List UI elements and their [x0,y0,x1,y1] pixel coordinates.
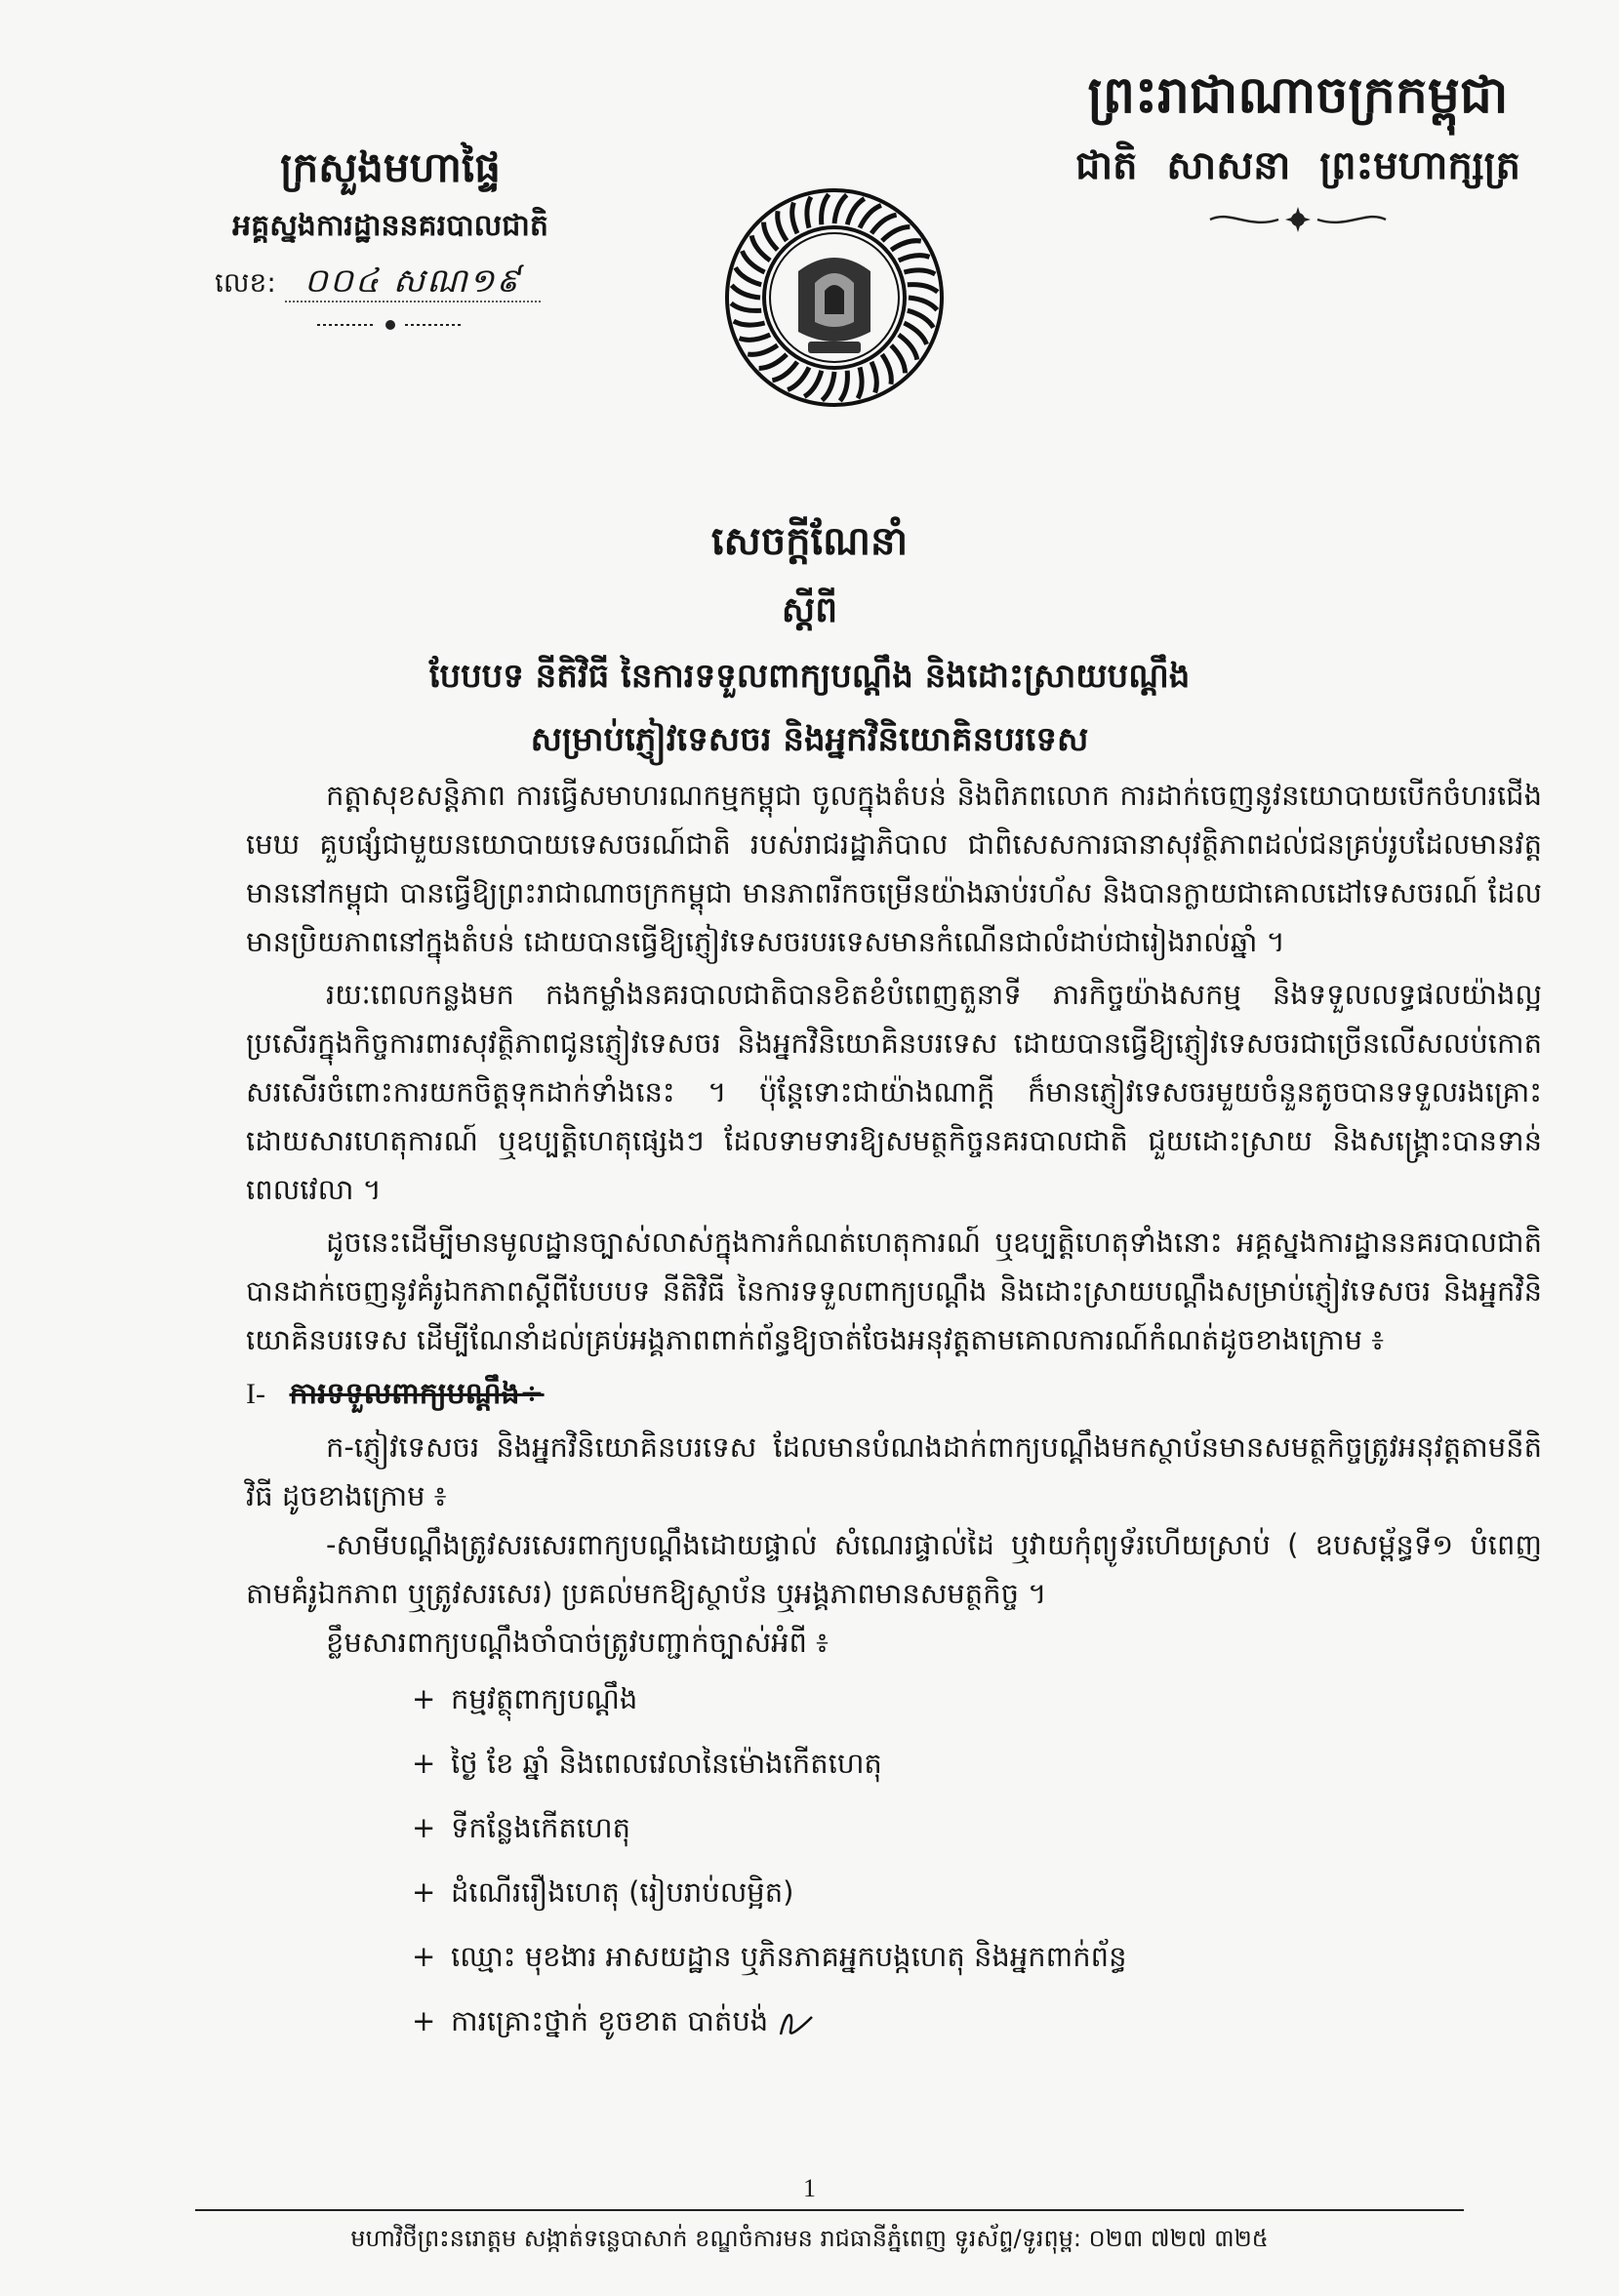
list-item [412,1667,1542,1731]
footer-address: មហាវិថីព្រះនរោត្តម សង្កាត់ទន្លេបាសាក់ ខណ្ឌចំការមន រាជធានីភ្នំពេញ ទូរស័ព្ទ/ទូរពុម្ព: ០២៣ ៧២៧ ៣២៥ [350,2225,1269,2252]
bullet-marker: + [412,1682,436,1715]
emblem-ray [778,211,787,241]
kingdom-header [1025,57,1571,238]
emblem-ray [732,285,760,298]
document-subtitle-about: ស្តីពី [781,589,838,630]
emblem-ray [764,222,778,251]
bullet-marker: + [412,1747,436,1780]
emblem-ray [834,195,847,223]
body-paragraph-3: ដូចនេះដើម្បីមានមូលដ្ឋានច្បាស់លាស់ក្នុងការកំណត់ហេតុការណ៍ ឬឧប្បត្តិហេតុទាំងនោះ អគ្គស្នងការដ្ឋាននគរបាលជាតិ បានដាក់ចេញនូវគំរូឯកភាពស្តីពីបែបបទ នីតិវិធី នៃការទទួលពាក្យបណ្តឹង និងដោះស្រាយបណ្តឹងសម្រាប់ភ្ញៀវទេសចរ និងអ្នកវិនិយោគិនបរទេស ដើម្បីណែនាំដល់គ្រប់អង្គភាពពាក់ព័ន្ធឱ្យចាត់ចែងអនុវត្តតាមគោលការណ៍កំណត់ដូចខាងក្រោម ៖ [246,1226,1542,1356]
list-item [412,1860,1542,1924]
kingdom-name: ព្រះរាជាណាចក្រកម្ពុជា [1087,65,1509,125]
list-item-text: ថ្ងៃ ខែ ឆ្នាំ និងពេលវេលានៃម៉ោងកើតហេតុ [451,1747,882,1780]
emblem-ray [891,345,905,374]
list-item-text: ឈ្មោះ មុខងារ អាសយដ្ឋាន ឬភិនភាគអ្នកបង្កហេតុ និងអ្នកពាក់ព័ន្ធ [451,1940,1127,1973]
emblem-ray [840,371,848,401]
divider-ornament-icon [312,316,468,334]
section-paragraph-2: -សាមីបណ្តឹងត្រូវសរសេរពាក្យបណ្តឹងដោយផ្ទាល់ សំណេរផ្ទាល់ដៃ ឬវាយកុំព្យូទ័រហើយស្រាប់ ( ឧបសម្ព័ន្ធទី១ បំពេញតាមគំរូឯកភាព ឬត្រូវសរសេរ) ប្រគល់មកឱ្យស្ថាប័ន ឬអង្គភាពមានសមត្ថកិច្ច ។ [246,1528,1542,1610]
list-item-text: ទីកន្លែងកើតហេតុ [451,1811,631,1844]
emblem-ray [792,203,797,234]
document-title: សេចក្តីណែនាំ [710,518,909,564]
list-item-text: ដំណើររឿងហេតុ (រៀបរាប់លម្អិត) [451,1875,794,1909]
initial-signature-icon [777,2005,816,2040]
body-paragraph-1: កត្តាសុខសន្តិភាព ការធ្វើសមាហរណកម្មកម្ពុជា ចូលក្នុងតំបន់ និងពិភពលោក ការដាក់ចេញនូវនយោបាយបើកចំហរជើងមេឃ គួបផ្សំជាមួយនយោបាយទេសចរណ៍ជាតិ របស់រាជរដ្ឋាភិបាល ជាពិសេសការធានាសុវត្ថិភាពដល់ជនគ្រប់រូបដែលមានវត្តមាននៅកម្ពុជា បានធ្វើឱ្យព្រះរាជាណាចក្រកម្ពុជា មានភាពរីកចម្រើនយ៉ាងឆាប់រហ័ស និងបានក្លាយជាគោលដៅទេសចរណ៍ ដែលមានប្រិយភាពនៅក្នុងតំបន់ ដោយបានធ្វើឱ្យភ្ញៀវទេសចរបរទេសមានកំណើនជាលំដាប់ជារៀងរាល់ឆ្នាំ ។ [246,779,1542,958]
reference-number-value: ០០៤ សណ១៩ [285,262,542,302]
section-paragraph-3: ខ្លឹមសារពាក្យបណ្តឹងចាំបាច់ត្រូវបញ្ជាក់ច្បាស់អំពី ៖ [326,1626,829,1659]
body-paragraph-2: រយៈពេលកន្លងមក កងកម្លាំងនគរបាលជាតិបានខិតខំបំពេញតួនាទី ភារកិច្ចយ៉ាងសកម្ម និងទទួលលទ្ធផលយ៉ាងល្អប្រសើរក្នុងកិច្ចការពារសុវត្ថិភាពជូនភ្ញៀវទេសចរ និងអ្នកវិនិយោគិនបរទេស ដោយបានធ្វើឱ្យភ្ញៀវទេសចរជាច្រើនលើសលប់កោតសរសើរចំពោះការយកចិត្តទុកដាក់ទាំងនេះ ។ ប៉ុន្តែទោះជាយ៉ាងណាក្តី ក៏មានភ្ញៀវទេសចរមួយចំនួនតូចបានទទួលរងគ្រោះដោយសារហេតុការណ៍ ឬឧប្បត្តិហេតុផ្សេងៗ ដែលទាមទារឱ្យសមត្ថកិច្ចនគរបាលជាតិ ជួយដោះស្រាយ និងសង្គ្រោះបានទាន់ពេលវេលា ។ [246,978,1542,1206]
section-title: ការទទួលពាក្យបណ្តឹង÷ [289,1377,545,1411]
document-body [246,771,1542,2053]
document-subject-line-2: សម្រាប់ភ្ញៀវទេសចរ និងអ្នកវិនិយោគិនបរទេស [530,720,1089,759]
ornament-flourish-icon [1200,205,1396,234]
emblem-ray [858,367,862,398]
list-item-text: កម្មវត្ថុពាក្យបណ្តឹង [451,1682,638,1715]
section-paragraph-1: ក-ភ្ញៀវទេសចរ និងអ្នកវិនិយោគិនបរទេស ដែលមានបំណងដាក់ពាក្យបណ្តឹងមកស្ថាប័នមានសមត្ថកិច្ចត្រូវអនុវត្តតាមនីតិវិធី ដូចខាងក្រោម ៖ [246,1430,1542,1512]
emblem-ray [882,354,891,384]
section-heading-1 [246,1370,1542,1419]
list-item [412,1924,1542,1989]
emblem-ray [807,197,811,228]
list-item [412,1795,1542,1860]
national-police-emblem-icon [722,185,947,410]
department-name: អគ្គស្នងការដ្ឋាននគរបាលជាតិ [232,209,548,243]
bullet-marker: + [412,1811,436,1844]
list-item-text: ការគ្រោះថ្នាក់ ខូចខាត បាត់បង់ [451,2004,769,2037]
national-motto: ជាតិ សាសនា ព្រះមហាក្សត្រ [1075,142,1520,188]
document-title-block [0,507,1619,771]
complaint-content-list [246,1667,1542,2053]
ministry-header [195,137,586,338]
ministry-name: ក្រសួងមហាផ្ទៃ [280,143,501,191]
bullet-marker: + [412,1875,436,1909]
emblem-ray [891,241,921,250]
emblem-ray [740,335,771,340]
emblem-ray [871,362,876,393]
emblem-ray [908,285,938,293]
emblem-ray [734,321,765,325]
document-subject-line-1: បែបបទ នីតិវិធី នៃការទទួលពាក្យបណ្តឹង និងដោះស្រាយបណ្តឹង [428,657,1191,696]
reference-number [195,254,586,310]
list-item [412,1989,1542,2053]
bullet-marker: + [412,1940,436,1973]
emblem-ray [899,256,930,261]
bullet-marker: + [412,2004,436,2037]
page-number: 1 [803,2174,816,2202]
reference-number-label: លេខ: [215,266,276,299]
footer-divider [195,2209,1464,2211]
emblem-ray [759,354,788,368]
list-item [412,1731,1542,1795]
section-number: I- [246,1378,265,1410]
emblem-ray [822,372,834,400]
emblem-ray [882,227,911,241]
emblem-ray [904,270,935,274]
emblem-ray [822,194,830,224]
emblem-ray [731,303,761,311]
emblem-ray [909,298,937,310]
emblem-ray [748,345,778,354]
